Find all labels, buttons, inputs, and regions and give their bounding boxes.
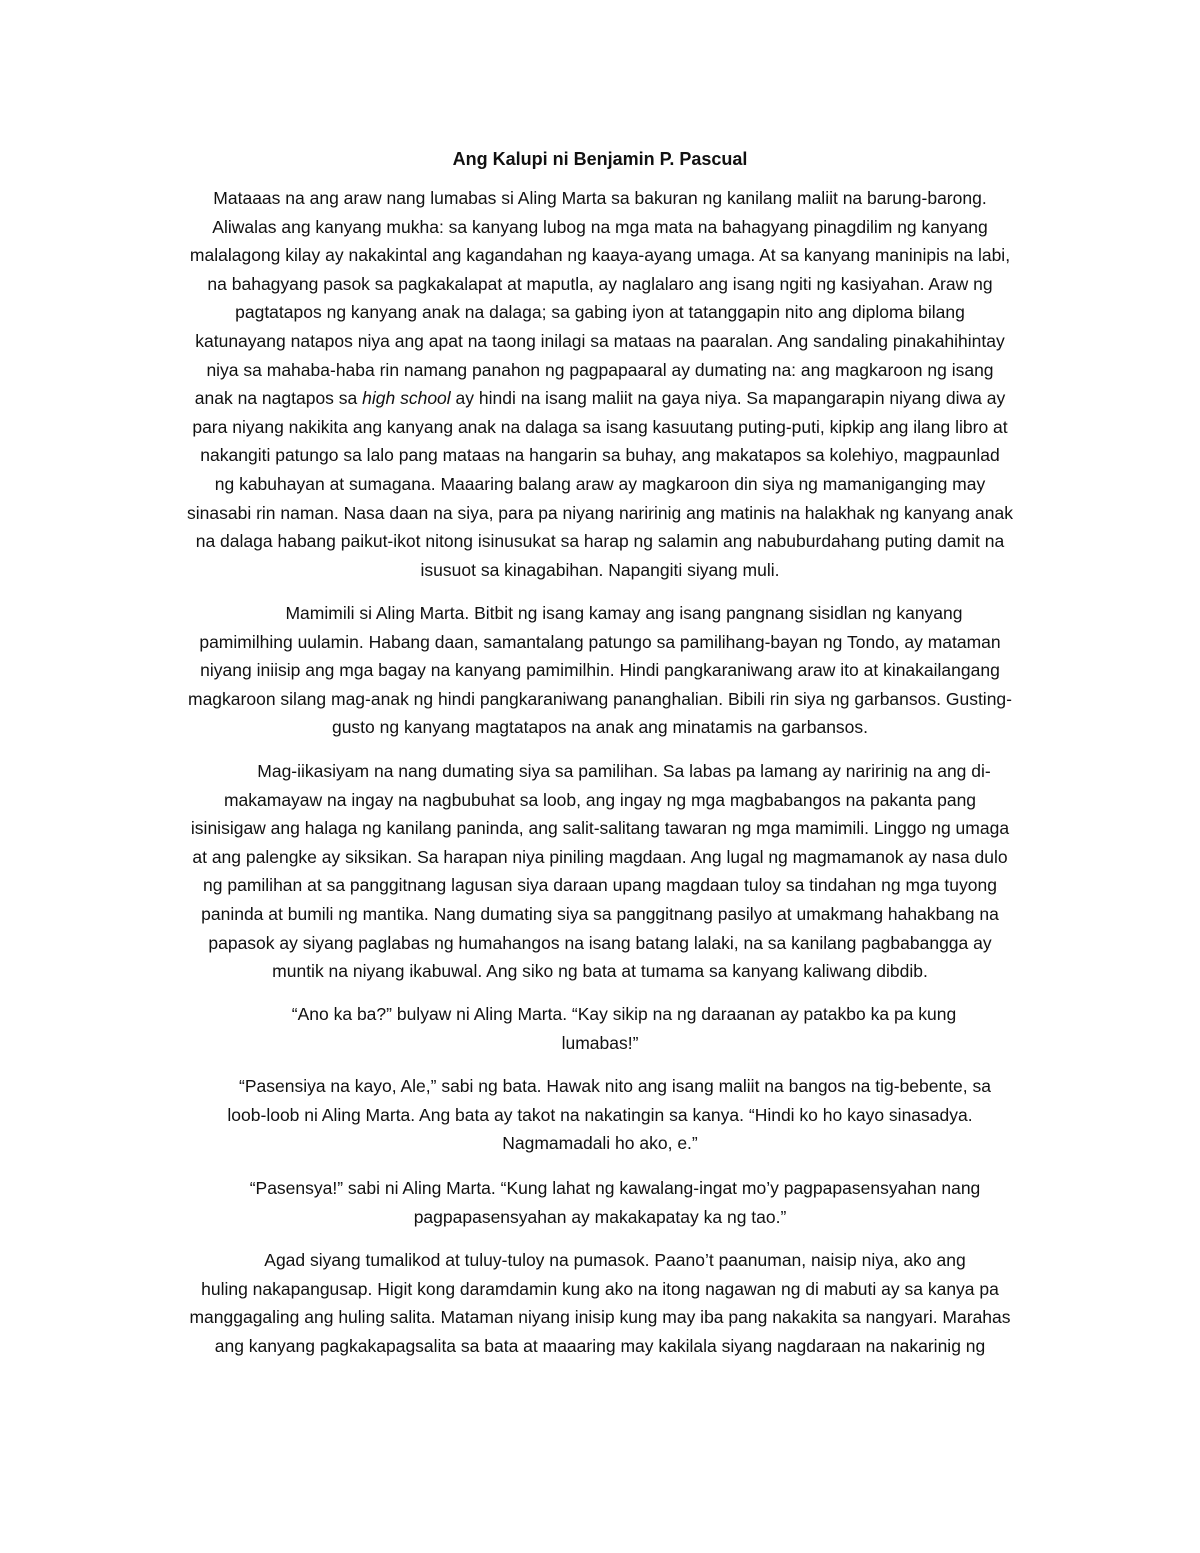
- text-line: ng pamilihan at sa panggitnang lagusan siya daraan upang magdaan tuloy sa tindahan ng mga tuyong: [203, 875, 997, 896]
- text-line: papasok ay siyang paglabas ng humahangos na isang batang lalaki, na sa kanilang pagbabangga ay: [208, 932, 992, 953]
- text-line: pamimilhing uulamin. Habang daan, samantalang patungo sa pamilihang-bayan ng Tondo, ay mataman: [199, 631, 1001, 652]
- paragraph-4: [136, 1000, 1064, 1057]
- text-line: malalagong kilay ay nakakintal ang kagandahan ng kaaya-ayang umaga. At sa kanyang maninipis na labi,: [189, 245, 1011, 266]
- text-segment: “Pasensya!” sabi ni Aling Marta. “Kung lahat ng kawalang-ingat mo’y pagpapasensyahan nang: [249, 1178, 981, 1198]
- text-line: pagpapasensyahan ay makakapatay ka ng tao.”: [413, 1206, 787, 1227]
- text-line: gusto ng kanyang magtatapos na anak ang minatamis na garbansos.: [331, 717, 869, 738]
- text-line: ang kanyang pagkakapagsalita sa bata at maaaring may kakilala siyang nagdaraan na nakarinig ng: [214, 1335, 986, 1356]
- text-line: niyang iniisip ang mga bagay na kanyang pamimilhin. Hindi pangkaraniwang araw ito at kinakailangang: [200, 660, 1000, 681]
- text-line: sinasabi rin naman. Nasa daan na siya, para pa niyang naririnig ang matinis na halakhak ng kanyang anak: [187, 502, 1013, 523]
- text-line: manggagaling ang huling salita. Mataman niyang inisip kung may iba pang nakakita sa nangyari. Marahas: [189, 1307, 1011, 1328]
- text-segment: ay hindi na isang maliit na gaya niya. Sa mapangarapin niyang diwa ay: [450, 388, 1006, 409]
- text-line: magkaroon silang mag-anak ng hindi pangkaraniwang pananghalian. Bibili rin siya ng garbansos. Gusting-: [188, 688, 1012, 709]
- text-line: na bahagyang pasok sa pagkakalapat at maputla, ay naglalaro ang isang ngiti ng kasiyahan. Araw ng: [207, 273, 993, 294]
- text-segment: “Ano ka ba?” bulyaw ni Aling Marta. “Kay sikip na ng daraanan ay patakbo ka pa kung: [291, 1004, 957, 1024]
- text-line: makamayaw na ingay na nagbubuhat sa loob, ang ingay ng mga magbabangos na pakanta pang: [223, 789, 977, 810]
- paragraph-7: [136, 1246, 1064, 1360]
- paragraph-5: [136, 1072, 1064, 1158]
- paragraph-2: [136, 599, 1064, 742]
- paragraph-6: [136, 1174, 1064, 1231]
- text-line: [136, 1072, 1064, 1101]
- text-segment: Mag-iikasiyam na nang dumating siya sa pamilihan. Sa labas pa lamang ay naririnig na ang di-: [257, 761, 991, 781]
- text-line: [136, 1174, 1064, 1203]
- text-line: katunayang natapos niya ang apat na taong inilagi sa mataas na paaralan. Ang sandaling pinakahihintay: [195, 330, 1005, 351]
- text-line: lumabas!”: [561, 1032, 639, 1053]
- text-segment: anak na nagtapos sa: [194, 388, 363, 409]
- text-line: Mataaas na ang araw nang lumabas si Aling Marta sa bakuran ng kanilang maliit na barung-barong.: [213, 188, 987, 208]
- text-line: [136, 599, 1064, 628]
- text-line: paninda at bumili ng mantika. Nang dumating siya sa panggitnang pasilyo at umakmang hahakbang na: [201, 903, 999, 924]
- text-line: muntik na niyang ikabuwal. Ang siko ng bata at tumama sa kanyang kaliwang dibdib.: [272, 961, 928, 982]
- text-line: isusuot sa kinagabihan. Napangiti siyang muli.: [420, 559, 780, 580]
- text-line: na dalaga habang paikut-ikot nitong isinusukat sa harap ng salamin ang nabuburdahang puting damit na: [195, 531, 1005, 552]
- text-line: Aliwalas ang kanyang mukha: sa kanyang lubog na mga mata na bahagyang pinagdilim ng kanyang: [212, 216, 988, 237]
- text-segment: Mamimili si Aling Marta. Bitbit ng isang kamay ang isang pangnang sisidlan ng kanyang: [285, 603, 963, 623]
- text-line: niya sa mahaba-haba rin namang panahon ng pagpapaaral ay dumating na: ang magkaroon ng isang: [206, 359, 994, 380]
- text-line: pagtatapos ng kanyang anak na dalaga; sa gabing iyon at tatanggapin nito ang diploma bilang: [235, 302, 965, 323]
- text-line: loob-loob ni Aling Marta. Ang bata ay takot na nakatingin sa kanya. “Hindi ko ho kayo sinasadya.: [227, 1104, 973, 1125]
- text-line: [136, 757, 1064, 786]
- text-line-with-italic: [136, 384, 1064, 413]
- text-segment: Agad siyang tumalikod at tuluy-tuloy na pumasok. Paano’t paanuman, naisip niya, ako ang: [264, 1250, 966, 1270]
- paragraph-3: [136, 757, 1064, 986]
- text-line: [136, 1000, 1064, 1029]
- text-line: [136, 1246, 1064, 1275]
- text-line: Nagmamadali ho ako, e.”: [502, 1133, 698, 1154]
- text-line: at ang palengke ay siksikan. Sa harapan niya piniling magdaan. Ang lugal ng magmamanok ay nasa dulo: [192, 846, 1008, 867]
- italic-phrase: high school: [362, 388, 451, 409]
- document-title: Ang Kalupi ni Benjamin P. Pascual: [452, 149, 748, 169]
- text-line: ng kabuhayan at sumagana. Maaaring balang araw ay magkaroon din siya ng mamaniganging may: [214, 473, 986, 494]
- text-line: isinisigaw ang halaga ng kanilang paninda, ang salit-salitang tawaran ng mga mamimili. Linggo ng umaga: [190, 818, 1010, 839]
- text-line: nakangiti patungo sa lalo pang mataas na hangarin sa buhay, ang makatapos sa kolehiyo, magpaunlad: [200, 445, 1000, 466]
- text-line: para niyang nakikita ang kanyang anak na dalaga sa isang kasuutang puting-puti, kipkip ang ilang libro at: [192, 416, 1008, 437]
- text-segment: “Pasensiya na kayo, Ale,” sabi ng bata. Hawak nito ang isang maliit na bangos na tig-bebente, sa: [239, 1076, 991, 1096]
- paragraph-1: [136, 184, 1064, 584]
- text-line: huling nakapangusap. Higit kong daramdamin kung ako na itong nagawan ng di mabuti ay sa kanya pa: [201, 1278, 999, 1299]
